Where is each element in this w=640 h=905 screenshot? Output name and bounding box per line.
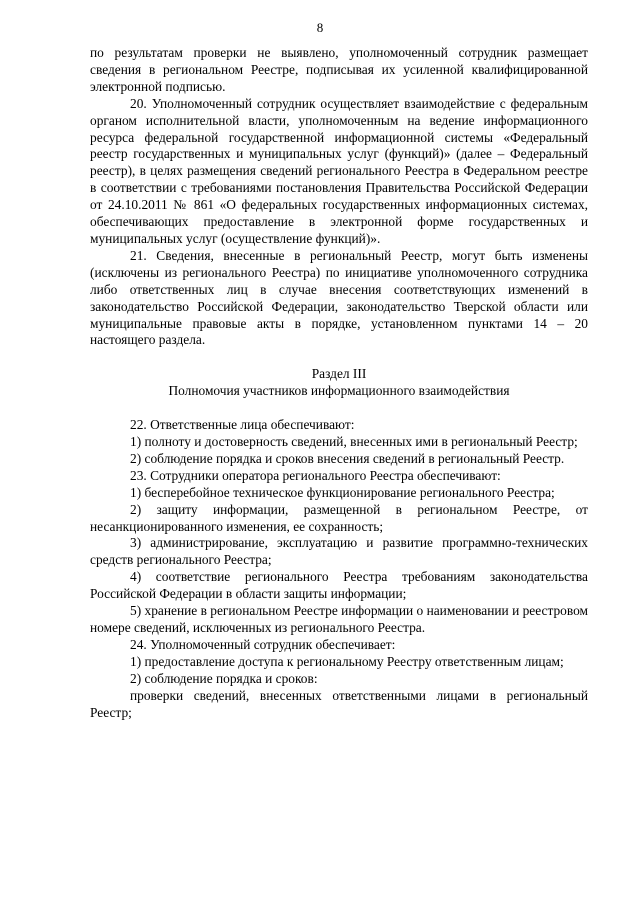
section-title: Полномочия участников информационного взаимодействия bbox=[168, 383, 510, 399]
page-number: 8 bbox=[316, 20, 324, 35]
item-22-heading: 22. Ответственные лица обеспечивают: bbox=[130, 417, 355, 433]
item-23-2: 2) защиту информации, размещенной в региональном Реестре, от несанкционированного изменения, ее сохранность; bbox=[90, 501, 588, 534]
item-24-2-check: проверки сведений, внесенных ответственными лицами в региональный Реестр; bbox=[90, 687, 588, 720]
document-body bbox=[90, 45, 588, 721]
section-number: Раздел III bbox=[311, 366, 367, 382]
item-22-1: 1) полноту и достоверность сведений, внесенных ими в региональный Реестр; bbox=[130, 434, 578, 450]
item-24-heading: 24. Уполномоченный сотрудник обеспечивает: bbox=[130, 636, 396, 652]
item-23-heading: 23. Сотрудники оператора регионального Реестра обеспечивают: bbox=[130, 467, 501, 483]
paragraph-20: 20. Уполномоченный сотрудник осуществляет взаимодействие с федеральным органом исполнительной власти, уполномоченным на ведение информационного ресурса федеральной государственной информационной системы «Федеральный реестр государственных и муниципальных услуг (функций)» (далее – Федеральный реестр), в целях размещения сведений регионального Реестра в Федеральном реестре в соответствии с требованиями постановления Правительства Российской Федерации от 24.10.2011 № 861 «О федеральных государственных информационных системах, обеспечивающих предоставление в электронной форме государственных и муниципальных услуг (осуществление функций)». bbox=[90, 95, 588, 246]
item-24-2: 2) соблюдение порядка и сроков: bbox=[130, 670, 318, 686]
item-23-5: 5) хранение в региональном Реестре информации о наименовании и реестровом номере сведений, исключенных из регионального Реестра. bbox=[90, 603, 588, 635]
item-22-2: 2) соблюдение порядка и сроков внесения сведений в региональный Реестр. bbox=[130, 450, 565, 466]
paragraph-continuation: по результатам проверки не выявлено, уполномоченный сотрудник размещает сведения в региональном Реестре, подписывая их усиленной квалифицированной электронной подписью. bbox=[90, 45, 588, 94]
item-23-1: 1) бесперебойное техническое функционирование регионального Реестра; bbox=[130, 484, 555, 500]
paragraph-21: 21. Сведения, внесенные в региональный Реестр, могут быть изменены (исключены из регионального Реестра) по инициативе уполномоченного сотрудника либо ответственных лиц в случае внесения соответствующих изменений в законодательство Российской Федерации, законодательство Тверской области или муниципальные правовые акты в порядке, установленном пунктами 14 – 20 настоящего раздела. bbox=[90, 247, 588, 348]
item-23-3: 3) администрирование, эксплуатацию и развитие программно-технических средств регионального Реестра; bbox=[90, 535, 588, 568]
item-24-1: 1) предоставление доступа к региональному Реестру ответственным лицам; bbox=[130, 653, 564, 669]
item-23-4: 4) соответствие регионального Реестра требованиям законодательства Российской Федерации в области защиты информации; bbox=[90, 569, 588, 602]
